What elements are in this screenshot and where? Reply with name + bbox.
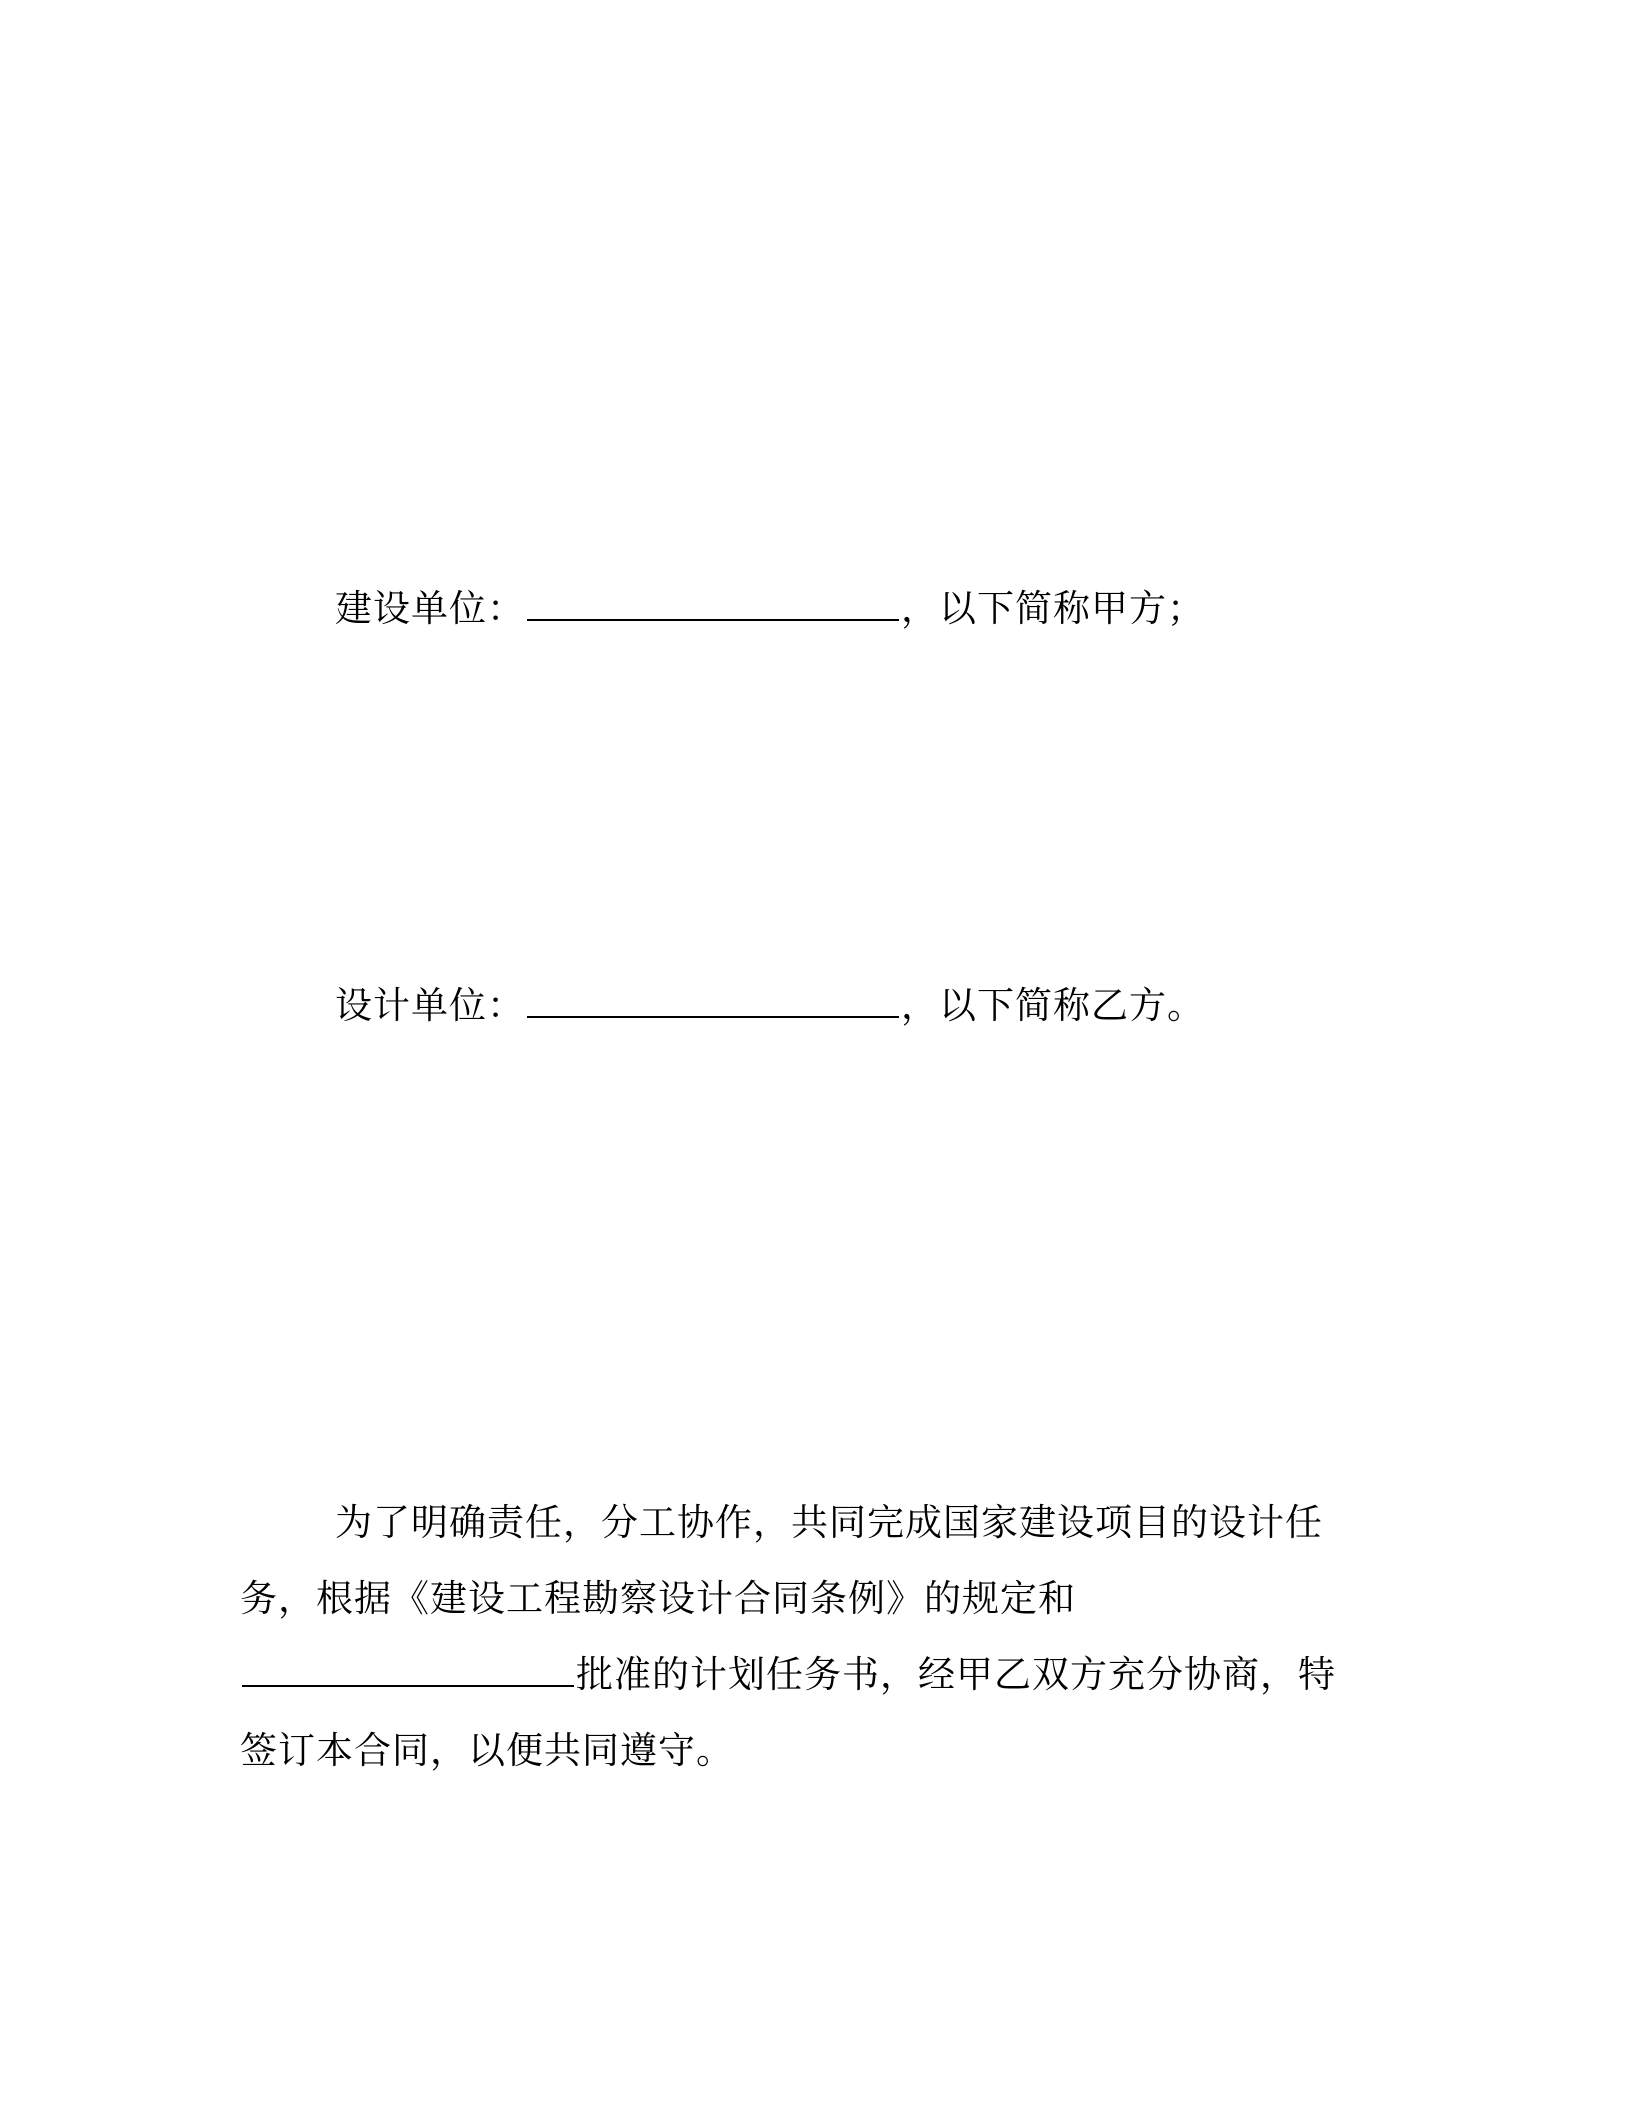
party-a-label: 建设单位： — [335, 587, 525, 630]
party-b-suffix: ，以下简称乙方。 — [901, 984, 1205, 1027]
party-a-suffix: ，以下简称甲方； — [901, 587, 1205, 630]
party-b-line — [335, 984, 1205, 1027]
party-a-blank — [527, 618, 899, 621]
party-b-label: 设计单位： — [335, 984, 525, 1027]
preamble-text-2: 批准的计划任务书，经甲乙双方充分协商，特签订本合同，以便共同遵守。 — [240, 1653, 1336, 1772]
party-b-blank — [527, 1015, 899, 1018]
preamble-paragraph — [240, 1485, 1360, 1789]
party-a-line — [335, 587, 1205, 630]
preamble-text-1: 为了明确责任，分工协作，共同完成国家建设项目的设计任务，根据《建设工程勘察设计合同条例》的规定和 — [240, 1501, 1323, 1620]
approval-authority-blank — [242, 1684, 574, 1687]
